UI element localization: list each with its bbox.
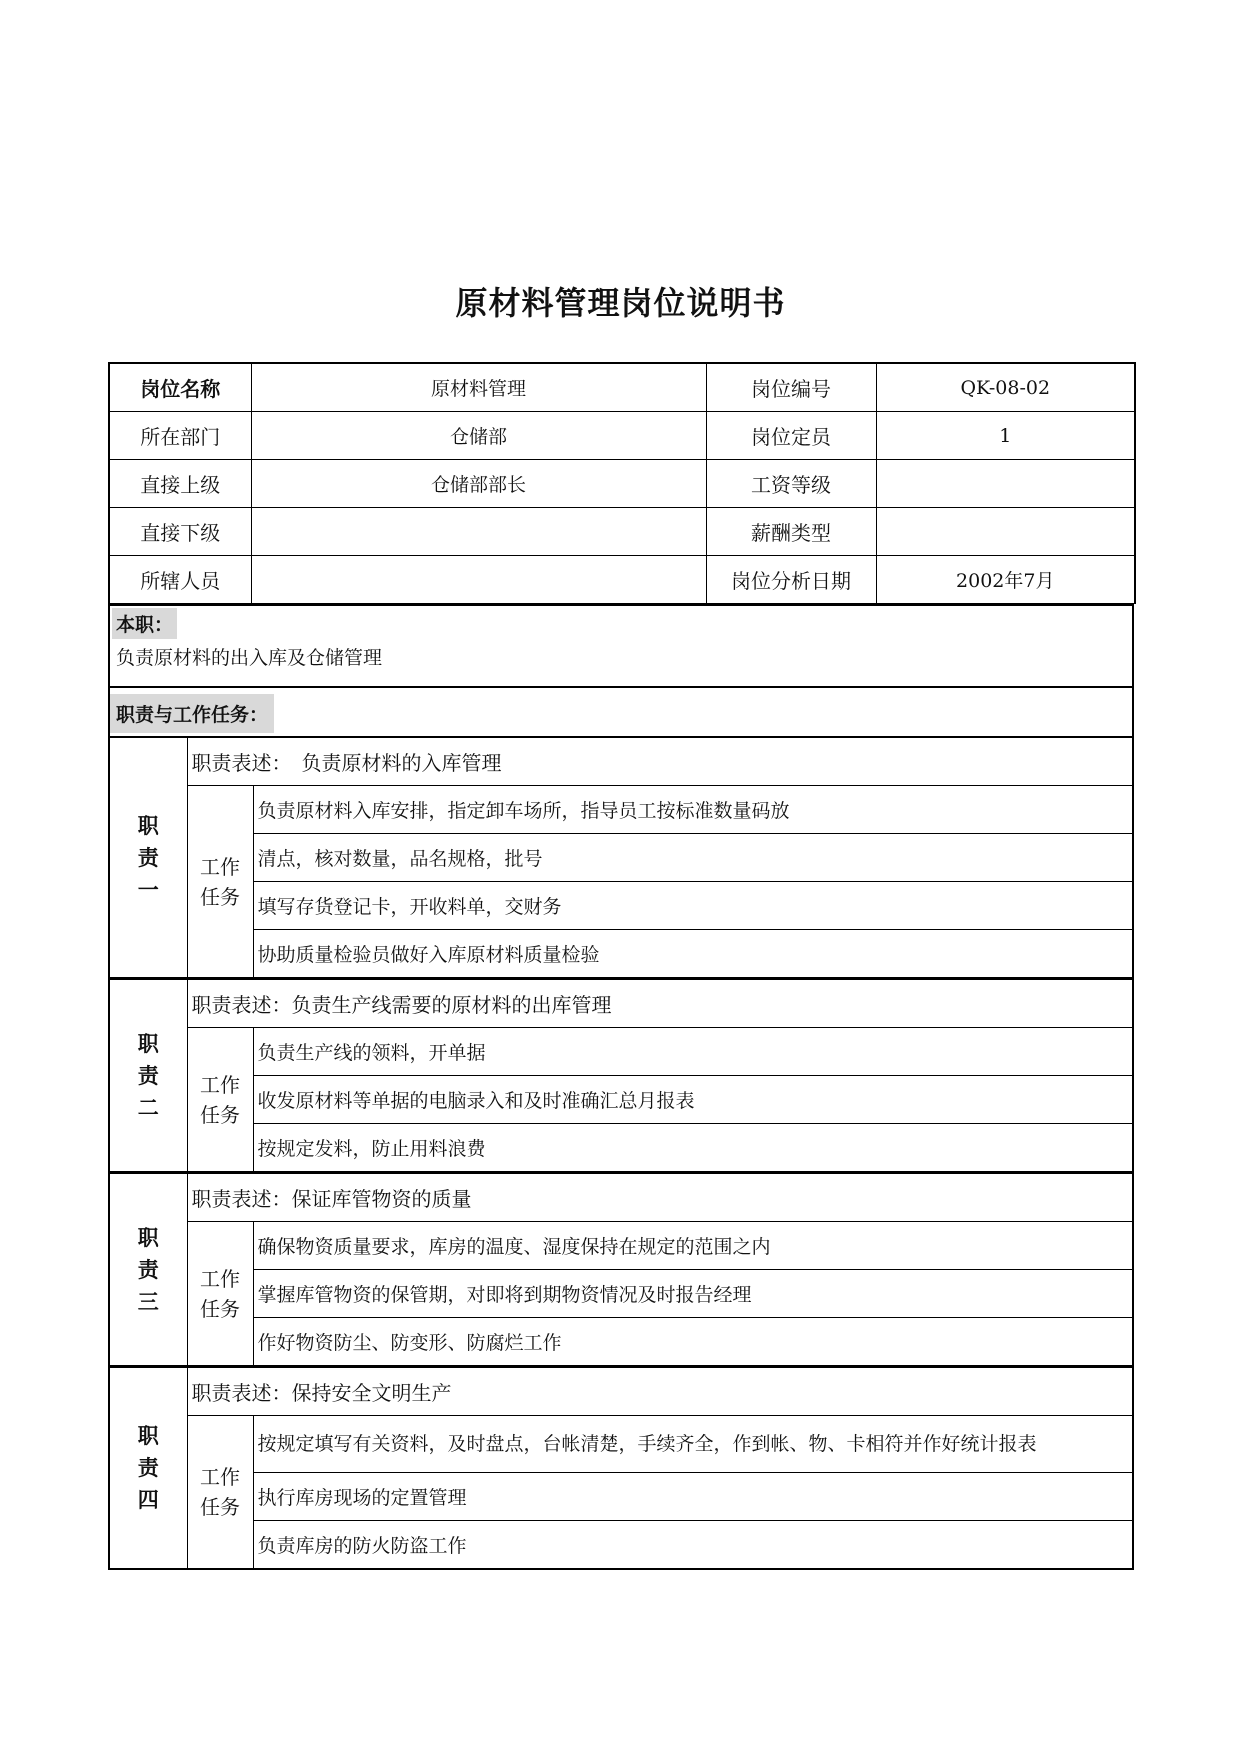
task-row [109, 1473, 1133, 1521]
task-label: 工作任务 [187, 1416, 253, 1570]
position-code-value: QK-08-02 [876, 363, 1135, 412]
task-item: 执行库房现场的定置管理 [253, 1473, 1133, 1521]
duty-block [108, 1172, 1134, 1366]
salary-grade-value [876, 460, 1135, 508]
task-item: 收发原材料等单据的电脑录入和及时准确汇总月报表 [253, 1076, 1133, 1124]
staff-managed-label: 所辖人员 [109, 556, 251, 604]
task-label: 工作任务 [187, 786, 253, 978]
headcount-value: 1 [876, 412, 1135, 460]
duties-heading: 职责与工作任务： [110, 694, 274, 733]
department-value: 仓储部 [251, 412, 706, 460]
info-row [109, 556, 1135, 604]
page-title: 原材料管理岗位说明书 [455, 284, 786, 322]
task-item: 填写存货登记卡，开收料单，交财务 [253, 882, 1133, 930]
task-label: 工作任务 [187, 1028, 253, 1172]
task-row [109, 882, 1133, 930]
task-row [109, 1521, 1133, 1570]
duty-block [108, 736, 1134, 978]
task-row [109, 1028, 1133, 1076]
info-row [109, 460, 1135, 508]
duty-description: 职责表述：保证库管物资的质量 [187, 1173, 1133, 1222]
task-item: 负责生产线的领料，开单据 [253, 1028, 1133, 1076]
task-item: 作好物资防尘、防变形、防腐烂工作 [253, 1318, 1133, 1366]
info-row [109, 412, 1135, 460]
task-row [109, 1318, 1133, 1366]
position-name-label: 岗位名称 [109, 363, 251, 412]
duty-description-row [109, 1367, 1133, 1416]
info-row [109, 363, 1135, 412]
task-item: 确保物资质量要求，库房的温度、湿度保持在规定的范围之内 [253, 1222, 1133, 1270]
position-code-label: 岗位编号 [706, 363, 876, 412]
direct-superior-label: 直接上级 [109, 460, 251, 508]
job-description-form [108, 362, 1134, 1570]
main-duty-section [108, 604, 1134, 686]
task-item: 协助质量检验员做好入库原材料质量检验 [253, 930, 1133, 978]
analysis-date-value: 2002年7月 [876, 556, 1135, 604]
duty-description: 职责表述：负责生产线需要的原材料的出库管理 [187, 979, 1133, 1028]
staff-managed-value [251, 556, 706, 604]
task-row [109, 1222, 1133, 1270]
task-row [109, 1076, 1133, 1124]
direct-subordinate-label: 直接下级 [109, 508, 251, 556]
analysis-date-label: 岗位分析日期 [706, 556, 876, 604]
direct-superior-value: 仓储部部长 [251, 460, 706, 508]
duty-name: 职 责 四 [109, 1367, 187, 1569]
task-row [109, 786, 1133, 834]
duty-name: 职 责 二 [109, 979, 187, 1172]
salary-grade-label: 工资等级 [706, 460, 876, 508]
headcount-label: 岗位定员 [706, 412, 876, 460]
task-item: 负责原材料入库安排，指定卸车场所，指导员工按标准数量码放 [253, 786, 1133, 834]
duty-description: 职责表述：保持安全文明生产 [187, 1367, 1133, 1416]
task-row [109, 1416, 1133, 1473]
main-duty-heading: 本职： [112, 608, 177, 639]
main-duty-text: 负责原材料的出入库及仓储管理 [116, 647, 383, 669]
pay-type-value [876, 508, 1135, 556]
task-item: 掌握库管物资的保管期，对即将到期物资情况及时报告经理 [253, 1270, 1133, 1318]
info-row [109, 508, 1135, 556]
duty-name: 职 责 一 [109, 737, 187, 978]
task-item: 按规定发料，防止用料浪费 [253, 1124, 1133, 1172]
task-item: 清点，核对数量，品名规格，批号 [253, 834, 1133, 882]
duty-description-row [109, 1173, 1133, 1222]
task-row [109, 834, 1133, 882]
pay-type-label: 薪酬类型 [706, 508, 876, 556]
task-row [109, 930, 1133, 978]
department-label: 所在部门 [109, 412, 251, 460]
task-label: 工作任务 [187, 1222, 253, 1366]
duties-heading-bar [108, 686, 1134, 736]
direct-subordinate-value [251, 508, 706, 556]
position-info-table [108, 362, 1136, 604]
task-item: 按规定填写有关资料，及时盘点，台帐清楚，手续齐全，作到帐、物、卡相符并作好统计报表 [253, 1416, 1133, 1473]
duty-description: 职责表述： 负责原材料的入库管理 [187, 737, 1133, 786]
duty-name: 职 责 三 [109, 1173, 187, 1366]
duty-block [108, 978, 1134, 1172]
position-name-value: 原材料管理 [251, 363, 706, 412]
task-item: 负责库房的防火防盗工作 [253, 1521, 1133, 1570]
duty-description-row [109, 737, 1133, 786]
duty-block [108, 1366, 1134, 1570]
task-row [109, 1270, 1133, 1318]
duty-description-row [109, 979, 1133, 1028]
task-row [109, 1124, 1133, 1172]
